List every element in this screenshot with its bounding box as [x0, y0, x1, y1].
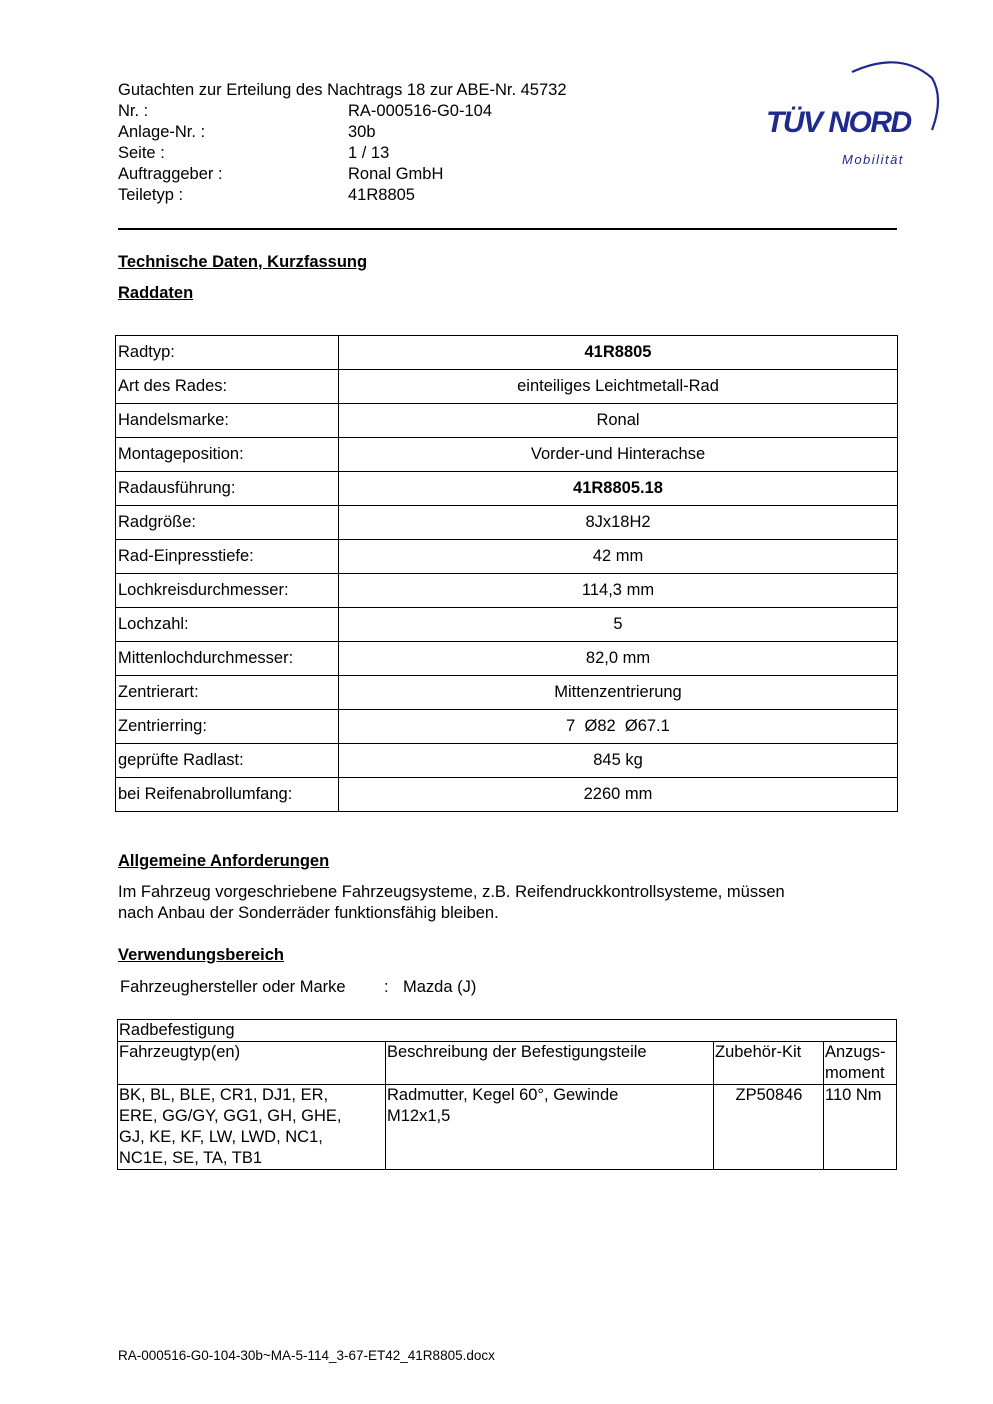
header-torque-line-2: moment [825, 1064, 885, 1082]
header-label-teiletyp: Teiletyp : [118, 186, 184, 204]
row-label: Zentrierring: [116, 710, 339, 744]
row-label: Radtyp: [116, 336, 339, 370]
row-value: 845 kg [339, 744, 898, 778]
header-label-nr: Nr. : [118, 102, 149, 120]
fixing-description-line: M12x1,5 [387, 1107, 451, 1125]
row-label: Mittenlochdurchmesser: [116, 642, 339, 676]
row-value: Vorder-und Hinterachse [339, 438, 898, 472]
table-row [116, 676, 898, 710]
fixing-title: Radbefestigung [118, 1020, 897, 1042]
table-row [116, 370, 898, 404]
fixing-description-cell [386, 1085, 714, 1170]
wheel-fixing-table [117, 1019, 897, 1170]
row-value: 42 mm [339, 540, 898, 574]
accessory-kit-cell: ZP50846 [714, 1085, 824, 1170]
raddaten-heading: Raddaten [118, 284, 194, 302]
table-row [116, 778, 898, 812]
row-value: Mittenzentrierung [339, 676, 898, 710]
header-value-seite: 1 / 13 [348, 144, 390, 162]
table-row [116, 642, 898, 676]
table-row [116, 574, 898, 608]
row-value: 5 [339, 608, 898, 642]
table-row [116, 336, 898, 370]
row-value: einteiliges Leichtmetall-Rad [339, 370, 898, 404]
table-row [116, 744, 898, 778]
manufacturer-label: Fahrzeughersteller oder Marke [120, 978, 346, 996]
header-vehicle-types: Fahrzeugtyp(en) [118, 1042, 386, 1085]
row-label: Lochzahl: [116, 608, 339, 642]
row-label: Zentrierart: [116, 676, 339, 710]
row-label: Radgröße: [116, 506, 339, 540]
row-label: Lochkreisdurchmesser: [116, 574, 339, 608]
vehicle-types-cell [118, 1085, 386, 1170]
table-row [116, 540, 898, 574]
wheel-data-table [115, 335, 898, 812]
row-value: 2260 mm [339, 778, 898, 812]
row-label: geprüfte Radlast: [116, 744, 339, 778]
vehicle-types-line: BK, BL, BLE, CR1, DJ1, ER, [119, 1086, 329, 1104]
table-title-row [118, 1020, 897, 1042]
row-label: Handelsmarke: [116, 404, 339, 438]
header-label-anlage: Anlage-Nr. : [118, 123, 206, 141]
header-torque [824, 1042, 897, 1085]
vehicle-types-line: NC1E, SE, TA, TB1 [119, 1149, 263, 1167]
header-value-teiletyp: 41R8805 [348, 186, 415, 204]
header-value-auftraggeber: Ronal GmbH [348, 165, 444, 183]
tech-data-heading: Technische Daten, Kurzfassung [118, 253, 368, 271]
header-value-nr: RA-000516-G0-104 [348, 102, 493, 120]
header-label-auftraggeber: Auftraggeber : [118, 165, 223, 183]
table-header-row [118, 1042, 897, 1085]
requirements-heading: Allgemeine Anforderungen [118, 852, 330, 870]
vehicle-types-line: GJ, KE, KF, LW, LWD, NC1, [119, 1128, 323, 1146]
logo-brand: TÜV NORD [766, 106, 911, 139]
requirements-text-line-1: Im Fahrzeug vorgeschriebene Fahrzeugsysteme, z.B. Reifendruckkontrollsysteme, müssen [118, 883, 785, 901]
row-label: Montageposition: [116, 438, 339, 472]
table-row [118, 1085, 897, 1170]
manufacturer-value: Mazda (J) [403, 978, 477, 996]
tuev-nord-logo [760, 58, 940, 173]
row-value: 41R8805.18 [339, 472, 898, 506]
header-fixing-description: Beschreibung der Befestigungsteile [386, 1042, 714, 1085]
table-row [116, 506, 898, 540]
row-value: 82,0 mm [339, 642, 898, 676]
row-value: 114,3 mm [339, 574, 898, 608]
row-label: Rad-Einpresstiefe: [116, 540, 339, 574]
header-torque-line-1: Anzugs- [825, 1043, 886, 1061]
row-value: 41R8805 [339, 336, 898, 370]
row-value: 7 Ø82 Ø67.1 [339, 710, 898, 744]
fixing-description-line: Radmutter, Kegel 60°, Gewinde [387, 1086, 619, 1104]
row-label: bei Reifenabrollumfang: [116, 778, 339, 812]
table-row [116, 710, 898, 744]
header-accessory-kit: Zubehör-Kit [714, 1042, 824, 1085]
table-row [116, 438, 898, 472]
vehicle-types-line: ERE, GG/GY, GG1, GH, GHE, [119, 1107, 342, 1125]
report-title: Gutachten zur Erteilung des Nachtrags 18 zur ABE-Nr. 45732 [118, 81, 567, 99]
manufacturer-separator: : [384, 978, 389, 996]
usage-heading: Verwendungsbereich [118, 946, 284, 964]
row-label: Radausführung: [116, 472, 339, 506]
row-value: Ronal [339, 404, 898, 438]
header-value-anlage: 30b [348, 123, 376, 141]
table-row [116, 404, 898, 438]
header-divider [118, 228, 897, 230]
logo-subtitle: Mobilität [842, 152, 904, 167]
row-value: 8Jx18H2 [339, 506, 898, 540]
table-row [116, 608, 898, 642]
footer-filename: RA-000516-G0-104-30b~MA-5-114_3-67-ET42_41R8805.docx [118, 1348, 495, 1363]
row-label: Art des Rades: [116, 370, 339, 404]
torque-cell: 110 Nm [824, 1085, 897, 1170]
table-row [116, 472, 898, 506]
header-label-seite: Seite : [118, 144, 165, 162]
requirements-text-line-2: nach Anbau der Sonderräder funktionsfähig bleiben. [118, 904, 499, 922]
